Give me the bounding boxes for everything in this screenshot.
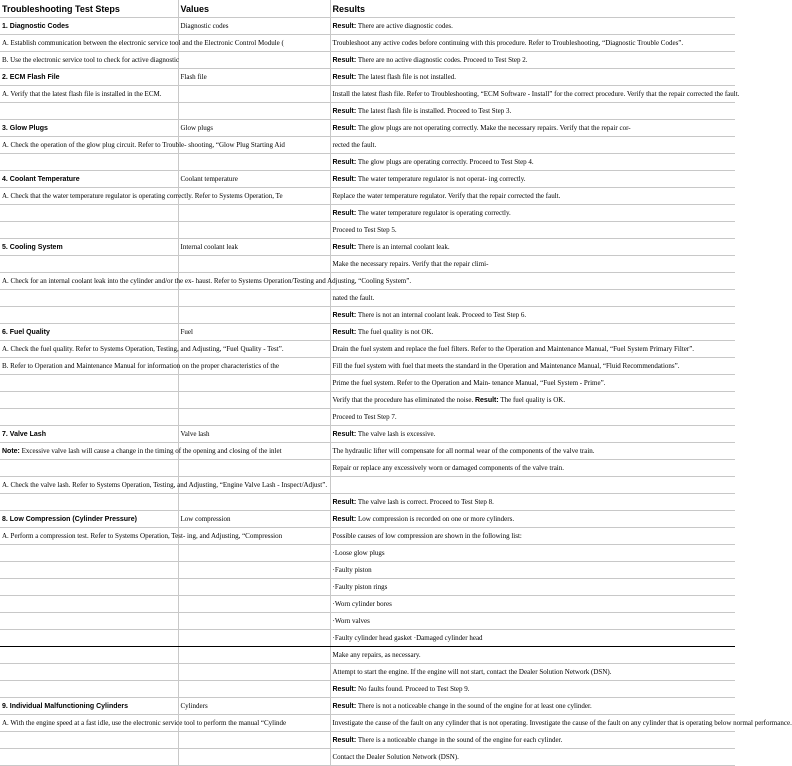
result-text: Replace the water temperature regulator. Verify that the repair corrected the fault. xyxy=(332,192,561,200)
result-cell xyxy=(330,613,735,630)
result-cell xyxy=(330,205,735,222)
table-row xyxy=(0,681,735,698)
result-cell xyxy=(330,409,735,426)
value-cell xyxy=(178,409,330,426)
result-text: The fuel quality is OK. xyxy=(500,396,566,404)
result-cell xyxy=(330,256,735,273)
table-row xyxy=(0,103,735,120)
value-cell: Low compression xyxy=(178,511,330,528)
table-row xyxy=(0,120,735,137)
result-cell xyxy=(330,630,735,647)
value-cell xyxy=(178,290,330,307)
result-text: Possible causes of low compression are shown in the following list: xyxy=(332,532,522,540)
result-cell xyxy=(330,18,735,35)
result-cell xyxy=(330,562,735,579)
value-cell xyxy=(178,103,330,120)
header-steps: Troubleshooting Test Steps xyxy=(0,0,178,18)
value-cell: Coolant temperature xyxy=(178,171,330,188)
result-cell xyxy=(330,35,735,52)
table-row xyxy=(0,222,735,239)
result-text: Fill the fuel system with fuel that meets the standard in the Operation and Maintenance Manual, “Fluid Recommendations”. xyxy=(332,362,680,370)
result-cell xyxy=(330,749,735,766)
table-row xyxy=(0,69,735,86)
step-text: 1. Diagnostic Codes xyxy=(2,22,69,30)
result-text: There are active diagnostic codes. xyxy=(357,22,453,30)
result-text: ·Worn cylinder bores xyxy=(332,600,392,608)
table-row xyxy=(0,579,735,596)
table-row xyxy=(0,137,735,154)
result-text: Investigate the cause of the fault on any cylinder that is not operating. Investigate the cause of the fault on any cylinder that is operating below normal performance. xyxy=(332,719,792,727)
step-instruction xyxy=(0,477,328,494)
header-row xyxy=(0,0,735,18)
result-cell xyxy=(330,307,735,324)
step-instruction xyxy=(0,188,283,205)
result-label: Result: xyxy=(332,499,357,506)
table-row xyxy=(0,647,735,664)
value-cell xyxy=(178,613,330,630)
result-text: ·Faulty piston xyxy=(332,566,372,574)
result-cell xyxy=(330,528,735,545)
step-instruction xyxy=(0,715,287,732)
result-label: Result: xyxy=(332,210,357,217)
result-cell xyxy=(330,341,735,358)
result-label: Result: xyxy=(332,125,357,132)
table-row xyxy=(0,630,735,647)
result-cell xyxy=(330,52,735,69)
step-text: 9. Individual Malfunctioning Cylinders xyxy=(2,702,129,710)
result-text: The latest flash file is not installed. xyxy=(357,73,457,81)
step-text: A. With the engine speed at a fast idle, use the electronic service tool to perform the manual “Cylinde xyxy=(2,719,287,727)
step-text: A. Check the valve lash. Refer to Systems Operation, Testing, and Adjusting, “Engine Valve Lash - Inspect/Adjust”. xyxy=(2,481,328,489)
value-cell xyxy=(178,205,330,222)
result-cell xyxy=(330,290,735,307)
value-cell: Cylinders xyxy=(178,698,330,715)
result-cell xyxy=(330,596,735,613)
step-instruction xyxy=(0,341,284,358)
table-row xyxy=(0,290,735,307)
table-body xyxy=(0,18,792,766)
table-row xyxy=(0,392,735,409)
value-cell xyxy=(178,154,330,171)
table-row xyxy=(0,205,735,222)
value-cell xyxy=(178,681,330,698)
step-instruction xyxy=(0,154,178,171)
value-cell xyxy=(178,630,330,647)
table-row xyxy=(0,511,735,528)
result-cell xyxy=(330,494,735,511)
result-text: ·Faulty piston rings xyxy=(332,583,388,591)
table-row xyxy=(0,749,735,766)
step-instruction xyxy=(0,205,178,222)
value-cell xyxy=(178,52,330,69)
result-cell xyxy=(330,137,735,154)
result-cell xyxy=(330,69,735,86)
step-text: 5. Cooling System xyxy=(2,243,63,251)
result-text: Repair or replace any excessively worn or damaged components of the valve train. xyxy=(332,464,564,472)
step-title xyxy=(0,69,178,86)
result-label: Result: xyxy=(332,431,357,438)
result-cell xyxy=(330,647,735,664)
result-text: Prime the fuel system. Refer to the Operation and Main- tenance Manual, “Fuel System - Prime”. xyxy=(332,379,606,387)
step-text: 8. Low Compression (Cylinder Pressure) xyxy=(2,515,137,523)
table-row xyxy=(0,698,735,715)
step-text: 3. Glow Plugs xyxy=(2,124,48,132)
result-text: There is not a noticeable change in the sound of the engine for at least one cylinder. xyxy=(357,702,592,710)
step-title xyxy=(0,120,178,137)
result-text: There is not an internal coolant leak. Proceed to Test Step 6. xyxy=(357,311,527,319)
result-cell xyxy=(330,681,735,698)
table-row xyxy=(0,613,735,630)
note-label: Note: xyxy=(2,448,20,455)
step-text: A. Check for an internal coolant leak into the cylinder and/or the ex- haust. Refer to Systems Operation/Testing and Adjusting, “Cooling System”. xyxy=(2,277,412,285)
value-cell: Diagnostic codes xyxy=(178,18,330,35)
table-row xyxy=(0,460,735,477)
result-cell xyxy=(330,715,792,732)
table-row xyxy=(0,409,735,426)
step-title xyxy=(0,426,178,443)
result-label: Result: xyxy=(332,108,357,115)
table-row xyxy=(0,256,735,273)
step-instruction xyxy=(0,256,178,273)
table-row xyxy=(0,715,735,732)
value-cell xyxy=(178,86,330,103)
result-cell xyxy=(330,86,740,103)
step-instruction xyxy=(0,307,178,324)
table-row xyxy=(0,528,735,545)
value-cell xyxy=(178,596,330,613)
table-row xyxy=(0,443,735,460)
table-row xyxy=(0,341,735,358)
table-row xyxy=(0,596,735,613)
result-text: Verify that the procedure has eliminated the noise. xyxy=(332,396,474,404)
step-instruction xyxy=(0,52,178,69)
step-instruction xyxy=(0,494,178,511)
step-text: A. Establish communication between the electronic service tool and the Electronic Control Module ( xyxy=(2,39,284,47)
value-cell: Fuel xyxy=(178,324,330,341)
value-cell xyxy=(178,256,330,273)
result-label: Result: xyxy=(332,57,357,64)
step-instruction xyxy=(0,749,178,766)
header-results: Results xyxy=(330,0,735,18)
table-row xyxy=(0,86,735,103)
result-label: Result: xyxy=(332,176,357,183)
result-cell xyxy=(330,188,735,205)
result-text: There is a noticeable change in the sound of the engine for each cylinder. xyxy=(357,736,563,744)
step-title xyxy=(0,18,178,35)
result-text: The hydraulic lifter will compensate for all normal wear of the components of the valve train. xyxy=(332,447,595,455)
step-text: A. Perform a compression test. Refer to Systems Operation, Test- ing, and Adjusting, “Compression xyxy=(2,532,283,540)
result-text: nated the fault. xyxy=(332,294,375,302)
step-instruction xyxy=(0,290,178,307)
step-text: 7. Valve Lash xyxy=(2,430,46,438)
result-text: There is an internal coolant leak. xyxy=(357,243,450,251)
result-text: Install the latest flash file. Refer to Troubleshooting, “ECM Software - Install” for the correct procedure. Verify that the repair corrected the fault. xyxy=(332,90,740,98)
table-row xyxy=(0,324,735,341)
table-row xyxy=(0,273,735,290)
step-text: A. Check the fuel quality. Refer to Systems Operation, Testing, and Adjusting, “Fuel Quality - Test”. xyxy=(2,345,284,353)
step-instruction xyxy=(0,647,178,664)
result-cell xyxy=(330,324,735,341)
result-text: The glow plugs are operating correctly. Proceed to Test Step 4. xyxy=(357,158,534,166)
value-cell: Glow plugs xyxy=(178,120,330,137)
step-text: A. Check that the water temperature regulator is operating correctly. Refer to Systems Operation, Te xyxy=(2,192,283,200)
result-text: The water temperature regulator is not operat- ing correctly. xyxy=(357,175,526,183)
step-instruction xyxy=(0,86,178,103)
value-cell: Internal coolant leak xyxy=(178,239,330,256)
result-cell xyxy=(330,103,735,120)
value-cell xyxy=(178,460,330,477)
step-instruction xyxy=(0,35,284,52)
step-text: 4. Coolant Temperature xyxy=(2,175,80,183)
result-text: ·Faulty cylinder head gasket ·Damaged cylinder head xyxy=(332,634,483,642)
table-row xyxy=(0,732,735,749)
step-text: 6. Fuel Quality xyxy=(2,328,50,336)
table-row xyxy=(0,171,735,188)
result-label: Result: xyxy=(474,397,499,404)
value-cell xyxy=(178,732,330,749)
value-cell xyxy=(178,494,330,511)
result-text: The glow plugs are not operating correctly. Make the necessary repairs. Verify that the repair cor- xyxy=(357,124,631,132)
result-text: The fuel quality is not OK. xyxy=(357,328,434,336)
result-text: The valve lash is correct. Proceed to Test Step 8. xyxy=(357,498,494,506)
step-title xyxy=(0,698,178,715)
result-label: Result: xyxy=(332,703,357,710)
result-label: Result: xyxy=(332,244,357,251)
step-instruction xyxy=(0,732,178,749)
result-cell xyxy=(330,579,735,596)
result-text: ·Loose glow plugs xyxy=(332,549,385,557)
step-instruction xyxy=(0,137,285,154)
result-label: Result: xyxy=(332,159,357,166)
table-row xyxy=(0,545,735,562)
result-text: Drain the fuel system and replace the fuel filters. Refer to the Operation and Maintenance Manual, “Fuel System Primary Filter”. xyxy=(332,345,695,353)
table-row xyxy=(0,375,735,392)
value-cell xyxy=(178,307,330,324)
step-instruction xyxy=(0,545,178,562)
step-title xyxy=(0,511,178,528)
value-cell xyxy=(178,562,330,579)
result-cell xyxy=(330,664,735,681)
result-cell xyxy=(330,477,735,494)
step-instruction xyxy=(0,443,282,460)
value-cell xyxy=(178,222,330,239)
result-cell xyxy=(330,460,735,477)
step-instruction xyxy=(0,103,178,120)
result-text: Proceed to Test Step 7. xyxy=(332,413,397,421)
result-text: The water temperature regulator is operating correctly. xyxy=(357,209,511,217)
header-values: Values xyxy=(178,0,330,18)
step-instruction xyxy=(0,630,178,647)
table-row xyxy=(0,562,735,579)
step-title xyxy=(0,324,178,341)
result-cell xyxy=(330,120,735,137)
result-label: Result: xyxy=(332,737,357,744)
value-cell: Valve lash xyxy=(178,426,330,443)
result-label: Result: xyxy=(332,312,357,319)
step-instruction xyxy=(0,579,178,596)
table-row xyxy=(0,307,735,324)
step-instruction xyxy=(0,613,178,630)
step-instruction xyxy=(0,460,178,477)
result-label: Result: xyxy=(332,516,357,523)
table-row xyxy=(0,35,735,52)
result-text: Troubleshoot any active codes before continuing with this procedure. Refer to Troubleshooting, “Diagnostic Trouble Codes”. xyxy=(332,39,684,47)
step-text: A. Verify that the latest flash file is installed in the ECM. xyxy=(2,90,162,98)
result-label: Result: xyxy=(332,686,357,693)
step-text: Excessive valve lash will cause a change in the timing of the opening and closing of the inlet xyxy=(21,447,282,455)
step-instruction xyxy=(0,409,178,426)
result-cell xyxy=(330,375,735,392)
step-text: B. Refer to Operation and Maintenance Manual for information on the proper characteristics of the xyxy=(2,362,279,370)
step-instruction xyxy=(0,562,178,579)
step-instruction xyxy=(0,273,412,290)
result-label: Result: xyxy=(332,329,357,336)
result-cell xyxy=(330,154,735,171)
step-instruction xyxy=(0,681,178,698)
step-instruction xyxy=(0,375,178,392)
result-cell xyxy=(330,426,735,443)
value-cell xyxy=(178,664,330,681)
value-cell xyxy=(178,579,330,596)
value-cell xyxy=(178,749,330,766)
table-row xyxy=(0,18,735,35)
result-cell xyxy=(330,698,735,715)
table-row xyxy=(0,358,735,375)
step-text: 2. ECM Flash File xyxy=(2,73,60,81)
result-text: Make any repairs, as necessary. xyxy=(332,651,421,659)
step-instruction xyxy=(0,358,279,375)
result-cell xyxy=(330,392,735,409)
result-cell xyxy=(330,358,735,375)
step-title xyxy=(0,239,178,256)
table-row xyxy=(0,494,735,511)
value-cell xyxy=(178,392,330,409)
table-row xyxy=(0,426,735,443)
step-title xyxy=(0,171,178,188)
step-text: A. Check the operation of the glow plug circuit. Refer to Trouble- shooting, “Glow Plug Starting Aid xyxy=(2,141,285,149)
result-text: Contact the Dealer Solution Network (DSN). xyxy=(332,753,459,761)
table-row xyxy=(0,477,735,494)
result-text: ·Worn valves xyxy=(332,617,370,625)
result-label: Result: xyxy=(332,74,357,81)
result-cell xyxy=(330,443,735,460)
result-cell xyxy=(330,239,735,256)
result-cell xyxy=(330,171,735,188)
table-row xyxy=(0,664,735,681)
table-row xyxy=(0,188,735,205)
result-text: rected the fault. xyxy=(332,141,377,149)
table-row xyxy=(0,239,735,256)
result-text: Attempt to start the engine. If the engine will not start, contact the Dealer Solution Network (DSN). xyxy=(332,668,612,676)
result-text: No faults found. Proceed to Test Step 9. xyxy=(357,685,470,693)
result-text: The latest flash file is installed. Proceed to Test Step 3. xyxy=(357,107,512,115)
result-text: There are no active diagnostic codes. Proceed to Test Step 2. xyxy=(357,56,528,64)
value-cell xyxy=(178,375,330,392)
table-row xyxy=(0,52,735,69)
step-instruction xyxy=(0,596,178,613)
step-instruction xyxy=(0,664,178,681)
result-text: Proceed to Test Step 5. xyxy=(332,226,397,234)
value-cell xyxy=(178,545,330,562)
value-cell xyxy=(178,647,330,664)
step-instruction xyxy=(0,528,283,545)
table-row xyxy=(0,154,735,171)
step-instruction xyxy=(0,222,178,239)
result-text: The valve lash is excessive. xyxy=(357,430,436,438)
result-text: Make the necessary repairs. Verify that the repair climi- xyxy=(332,260,489,268)
result-label: Result: xyxy=(332,23,357,30)
result-cell xyxy=(330,732,735,749)
step-instruction xyxy=(0,392,178,409)
result-cell xyxy=(330,545,735,562)
result-cell xyxy=(330,222,735,239)
result-text: Low compression is recorded on one or more cylinders. xyxy=(357,515,515,523)
value-cell: Flash file xyxy=(178,69,330,86)
result-cell xyxy=(330,511,735,528)
step-text: B. Use the electronic service tool to check for active diagnostic xyxy=(2,56,180,64)
